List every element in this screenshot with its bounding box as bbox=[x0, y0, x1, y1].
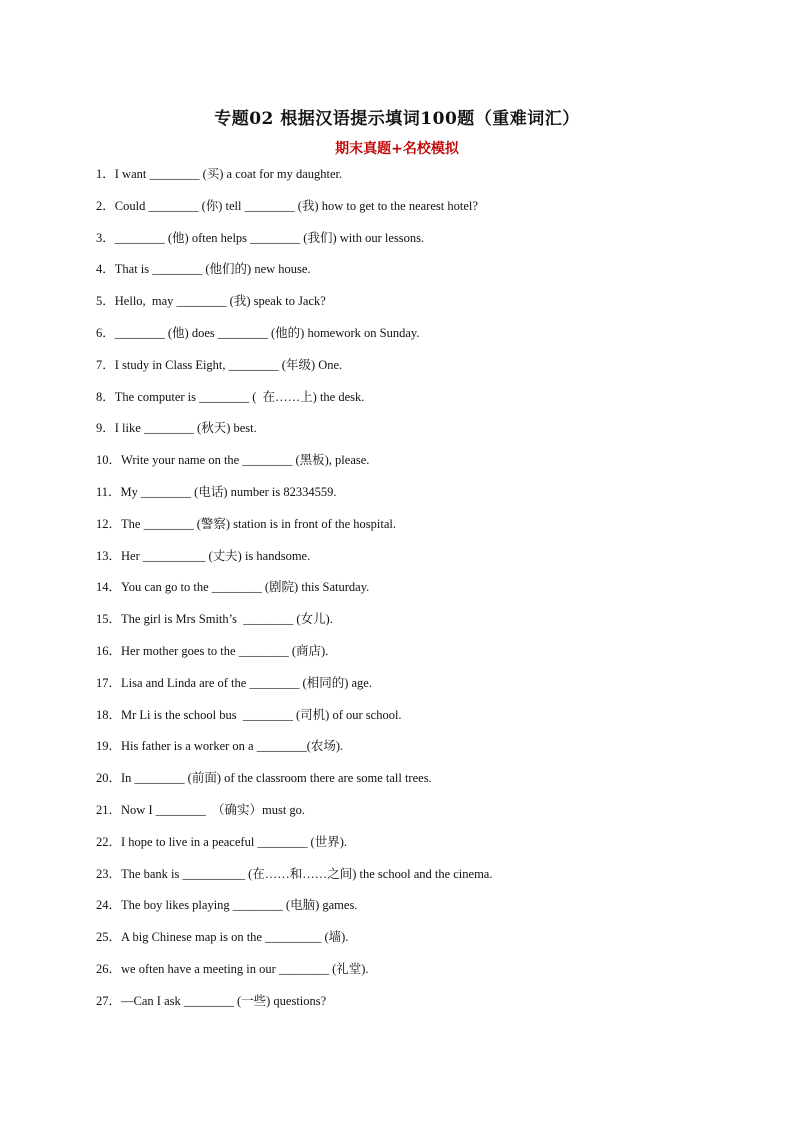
question-item bbox=[96, 768, 716, 800]
question-text: You can go to the ________ (剧院) this Saturday. bbox=[121, 580, 370, 595]
question-item bbox=[96, 164, 716, 196]
question-number: 12． bbox=[96, 516, 122, 531]
question-item bbox=[96, 387, 716, 419]
question-number: 25． bbox=[96, 930, 122, 945]
question-text: ________ (他) often helps ________ (我们) with our lessons. bbox=[114, 230, 425, 245]
question-item bbox=[96, 832, 716, 864]
question-number: 17． bbox=[96, 675, 122, 690]
question-text: The ________ (警察) station is in front of the hospital. bbox=[121, 516, 396, 531]
question-text: we often have a meeting in our ________ (礼堂). bbox=[121, 961, 369, 976]
question-text: Mr Li is the school bus ________ (司机) of our school. bbox=[121, 707, 402, 722]
question-item bbox=[96, 959, 716, 991]
question-item bbox=[96, 864, 716, 896]
question-text: Now I ________ （确实）must go. bbox=[121, 802, 306, 817]
question-item bbox=[96, 546, 716, 578]
question-item bbox=[96, 196, 716, 228]
question-item bbox=[96, 514, 716, 546]
question-list bbox=[96, 164, 716, 1023]
question-number: 27． bbox=[96, 993, 122, 1008]
question-item bbox=[96, 291, 716, 323]
question-item bbox=[96, 927, 716, 959]
question-number: 6． bbox=[96, 325, 115, 340]
question-text: His father is a worker on a ________(农场). bbox=[121, 739, 344, 754]
question-item bbox=[96, 800, 716, 832]
question-number: 11． bbox=[96, 484, 121, 499]
question-number: 24． bbox=[96, 898, 122, 913]
question-number: 7． bbox=[96, 357, 115, 372]
question-number: 26． bbox=[96, 961, 122, 976]
question-item bbox=[96, 673, 716, 705]
question-number: 3． bbox=[96, 230, 115, 245]
question-number: 10． bbox=[96, 453, 122, 468]
question-item bbox=[96, 418, 716, 450]
question-number: 5． bbox=[96, 294, 115, 309]
question-number: 23． bbox=[96, 866, 122, 881]
question-item bbox=[96, 895, 716, 927]
question-item bbox=[96, 323, 716, 355]
page-subtitle: 期末真题+名校模拟 bbox=[335, 141, 459, 157]
question-text: Her __________ (丈夫) is handsome. bbox=[121, 548, 311, 563]
question-text: The computer is ________ ( 在……上) the desk. bbox=[114, 389, 365, 404]
question-text: The girl is Mrs Smith’s ________ (女儿). bbox=[121, 612, 333, 627]
question-text: The bank is __________ (在……和……之间) the school and the cinema. bbox=[121, 866, 493, 881]
question-item bbox=[96, 450, 716, 482]
question-text: My ________ (电话) number is 82334559. bbox=[120, 484, 337, 499]
question-text: Lisa and Linda are of the ________ (相同的) age. bbox=[121, 675, 372, 690]
question-text: In ________ (前面) of the classroom there are some tall trees. bbox=[121, 771, 432, 786]
question-text: That is ________ (他们的) new house. bbox=[114, 262, 311, 277]
question-item bbox=[96, 355, 716, 387]
question-item bbox=[96, 577, 716, 609]
question-number: 14． bbox=[96, 580, 122, 595]
question-number: 1． bbox=[96, 167, 115, 181]
question-item bbox=[96, 228, 716, 260]
question-text: A big Chinese map is on the _________ (墙). bbox=[121, 930, 349, 945]
question-item bbox=[96, 991, 716, 1023]
question-item bbox=[96, 259, 716, 291]
question-text: Write your name on the ________ (黑板), please. bbox=[121, 453, 370, 468]
question-number: 22． bbox=[96, 834, 122, 849]
question-number: 4． bbox=[96, 262, 115, 277]
question-number: 8． bbox=[96, 389, 115, 404]
question-number: 18． bbox=[96, 707, 122, 722]
question-item bbox=[96, 736, 716, 768]
question-text: I want ________ (买) a coat for my daughter. bbox=[114, 167, 343, 181]
question-number: 21． bbox=[96, 802, 122, 817]
question-text: Could ________ (你) tell ________ (我) how to get to the nearest hotel? bbox=[114, 198, 478, 213]
question-number: 20． bbox=[96, 771, 122, 786]
question-item bbox=[96, 482, 716, 514]
question-number: 13． bbox=[96, 548, 122, 563]
question-text: ________ (他) does ________ (他的) homework on Sunday. bbox=[114, 325, 420, 340]
question-text: —Can I ask ________ (一些) questions? bbox=[121, 993, 327, 1008]
question-item bbox=[96, 705, 716, 737]
question-item bbox=[96, 609, 716, 641]
question-text: I like ________ (秋天) best. bbox=[114, 421, 257, 436]
question-number: 16． bbox=[96, 643, 122, 658]
question-text: I hope to live in a peaceful ________ (世界). bbox=[121, 834, 347, 849]
question-item bbox=[96, 641, 716, 673]
question-number: 2． bbox=[96, 198, 115, 213]
question-number: 15． bbox=[96, 612, 122, 627]
question-text: I study in Class Eight, ________ (年级) One. bbox=[114, 357, 343, 372]
question-text: The boy likes playing ________ (电脑) games. bbox=[121, 898, 358, 913]
question-number: 19． bbox=[96, 739, 122, 754]
question-text: Her mother goes to the ________ (商店). bbox=[121, 643, 329, 658]
page-title: 专题02 根据汉语提示填词100题（重难词汇） bbox=[214, 109, 580, 129]
question-number: 9． bbox=[96, 421, 115, 436]
question-text: Hello, may ________ (我) speak to Jack? bbox=[114, 294, 326, 309]
